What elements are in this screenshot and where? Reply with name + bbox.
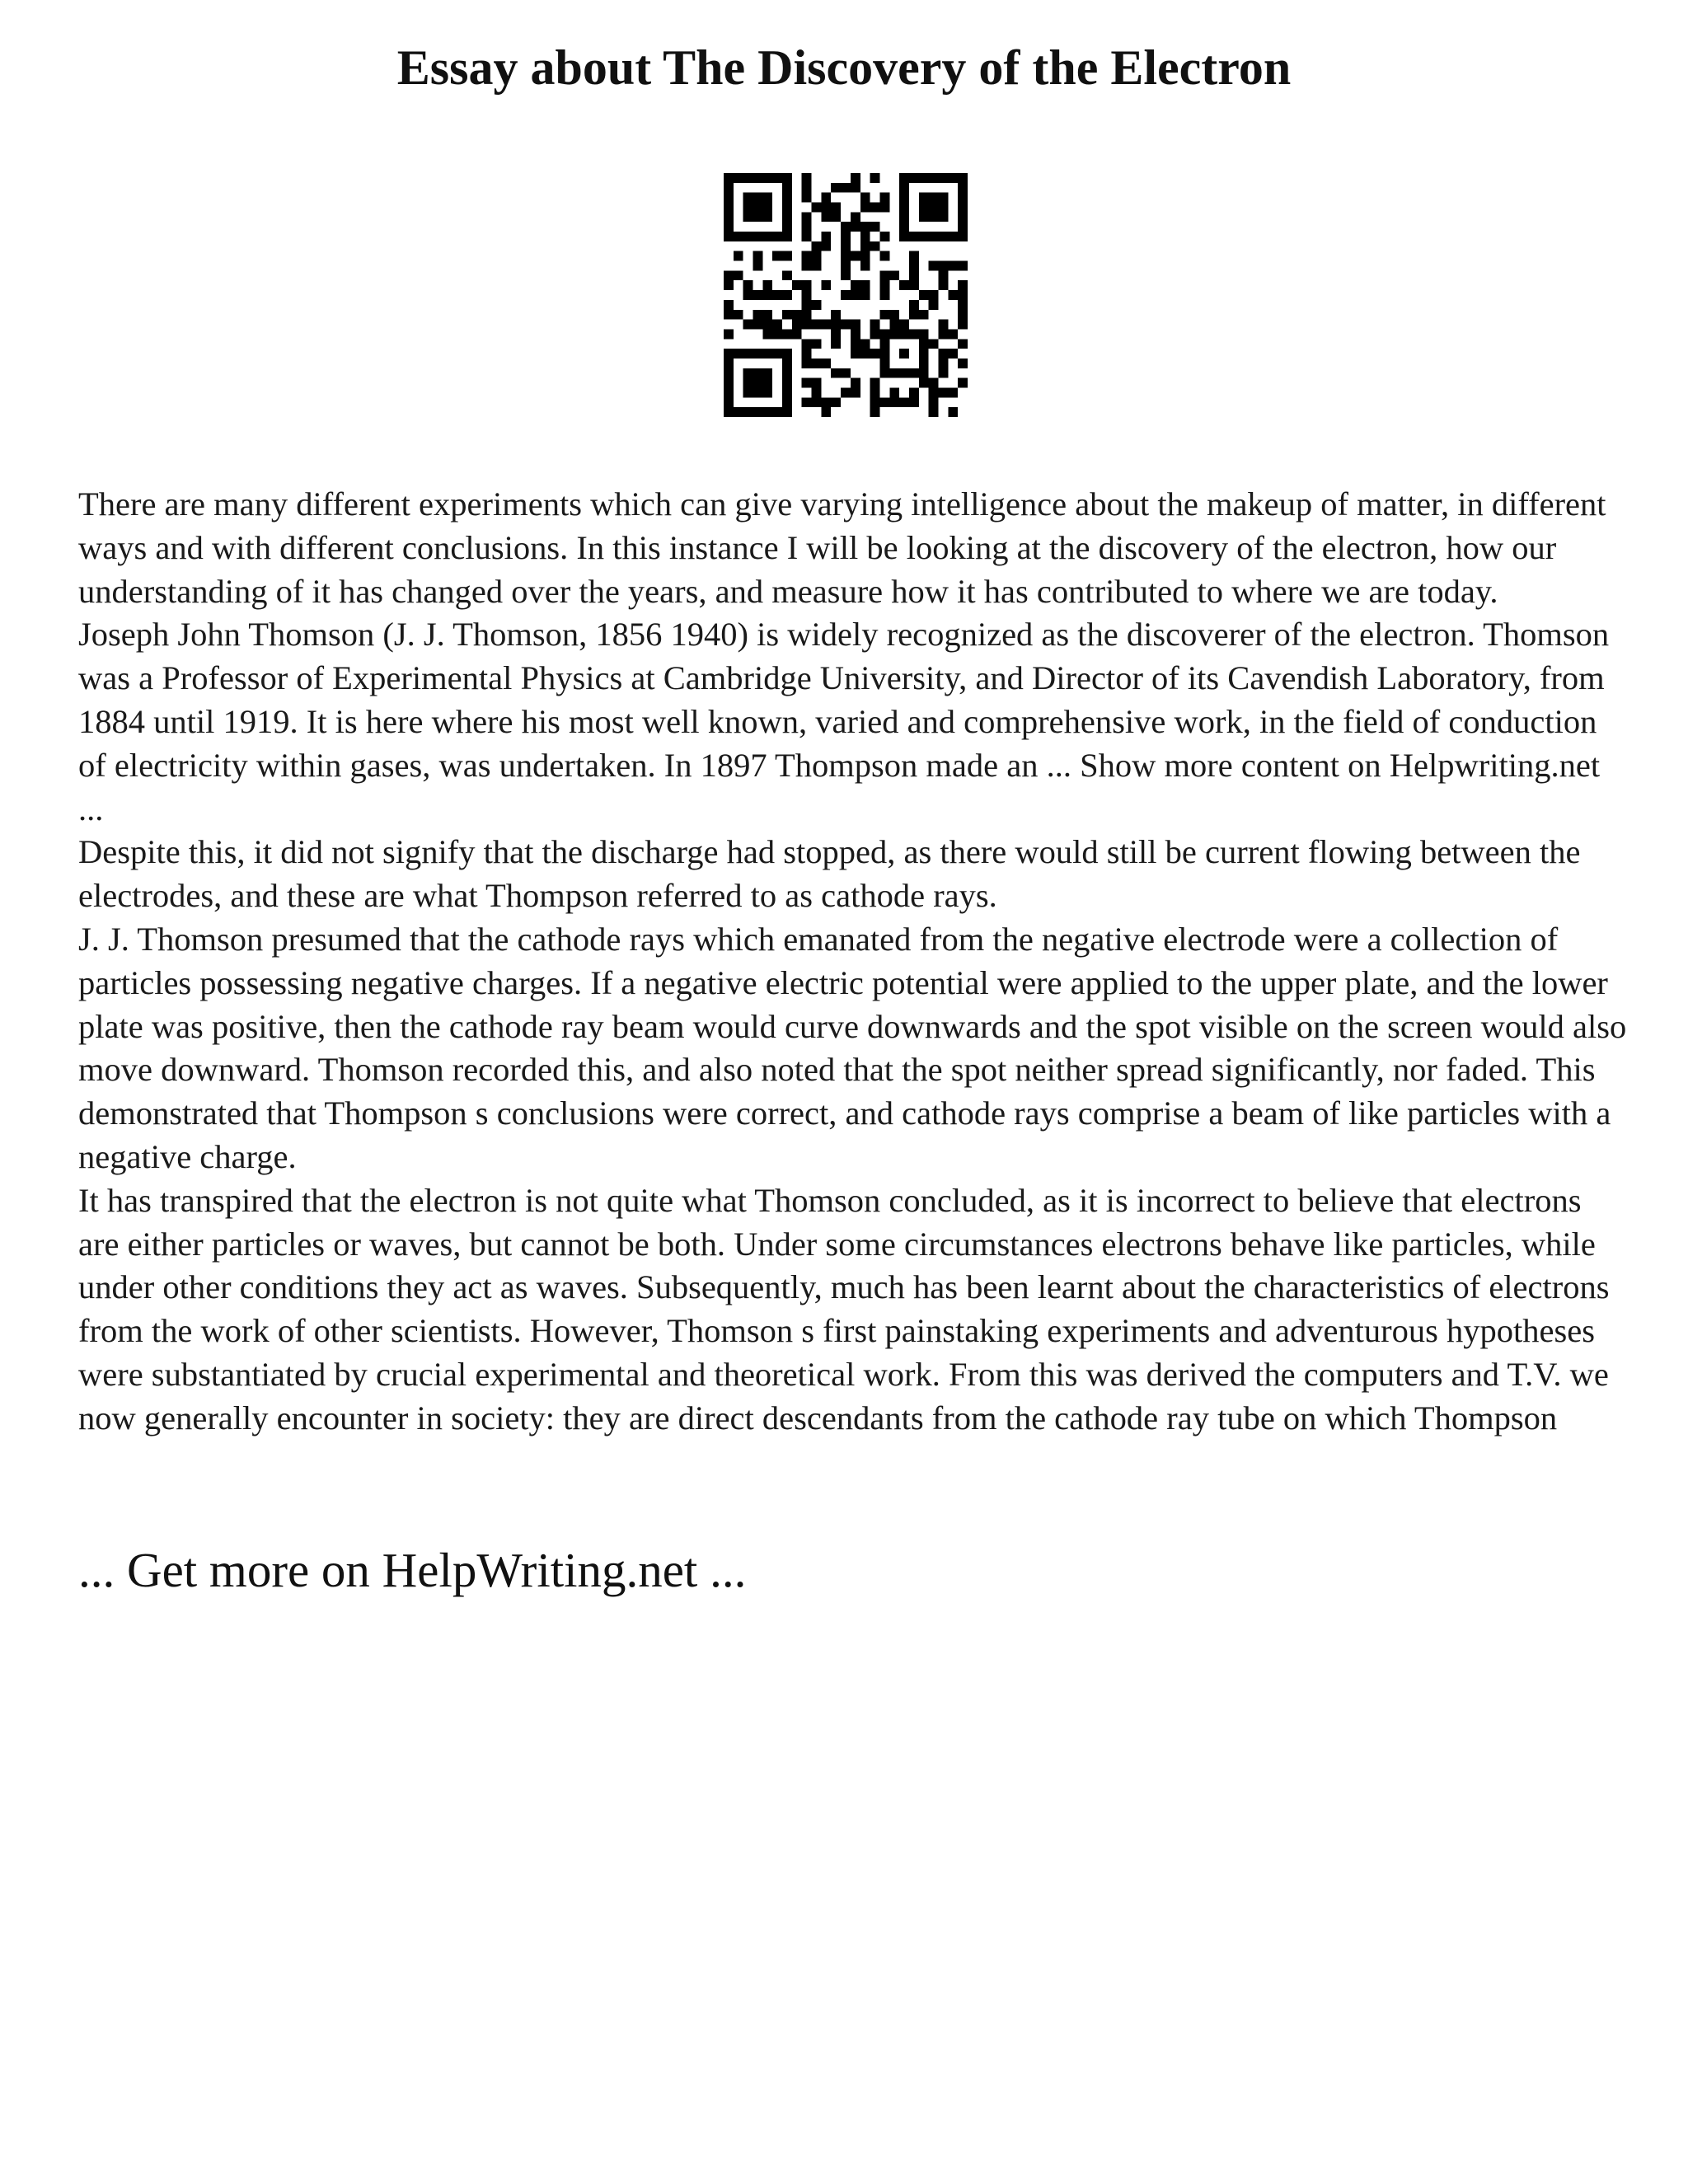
paragraph-intro: There are many different experiments which can give varying intelligence about the makeup of matter, in different ways and with different conclusions. In this instance I will be looking at the discovery of the electron, how our understanding of it has changed over the years, and measure how it has contributed to where we are today. — [78, 485, 1606, 610]
paragraph-experiment: J. J. Thomson presumed that the cathode rays which emanated from the negative electrode were a collection of particles possessing negative charges. If a negative electric potential were applied to the upper plate, and the lower plate was positive, then the cathode ray beam would curve downwards and the spot visible on the screen would also move downward. Thomson recorded this, and also noted that the spot neither spread significantly, nor faded. This demonstrated that Thompson s conclusions were correct, and cathode rays comprise a beam of like particles with a negative charge. — [78, 920, 1627, 1175]
get-more-link[interactable]: ... Get more on HelpWriting.net ... — [78, 1543, 747, 1597]
qr-code — [724, 173, 968, 417]
essay-body — [78, 483, 1628, 1441]
paragraph-cathode-rays: Despite this, it did not signify that the discharge had stopped, as there would still be current flowing between the electrodes, and these are what Thompson referred to as cathode rays. — [78, 833, 1581, 915]
document-title: Essay about The Discovery of the Electron — [396, 40, 1292, 95]
paragraph-conclusion: It has transpired that the electron is not quite what Thomson concluded, as it is incorrect to believe that electrons are either particles or waves, but cannot be both. Under some circumstances electrons behave like particles, while under other conditions they act as waves. Subsequently, much has been learnt about the characteristics of electrons from the work of other scientists. However, Thomson s first painstaking experiments and adventurous hypotheses were substantiated by crucial experimental and theoretical work. From this was derived the computers and T.V. we now generally encounter in society: they are direct descendants from the cathode ray tube on which Thompson — [78, 1181, 1610, 1436]
qr-code-graphic — [724, 173, 968, 417]
paragraph-thomson: Joseph John Thomson (J. J. Thomson, 1856 1940) is widely recognized as the discoverer of the electron. Thomson was a Professor of Experimental Physics at Cambridge University, and Director of its Cavendish Laboratory, from 1884 until 1919. It is here where his most well known, varied and comprehensive work, in the field of conduction of electricity within gases, was undertaken. In 1897 Thompson made an ... Show more content on Helpwriting.net ... — [78, 616, 1610, 827]
